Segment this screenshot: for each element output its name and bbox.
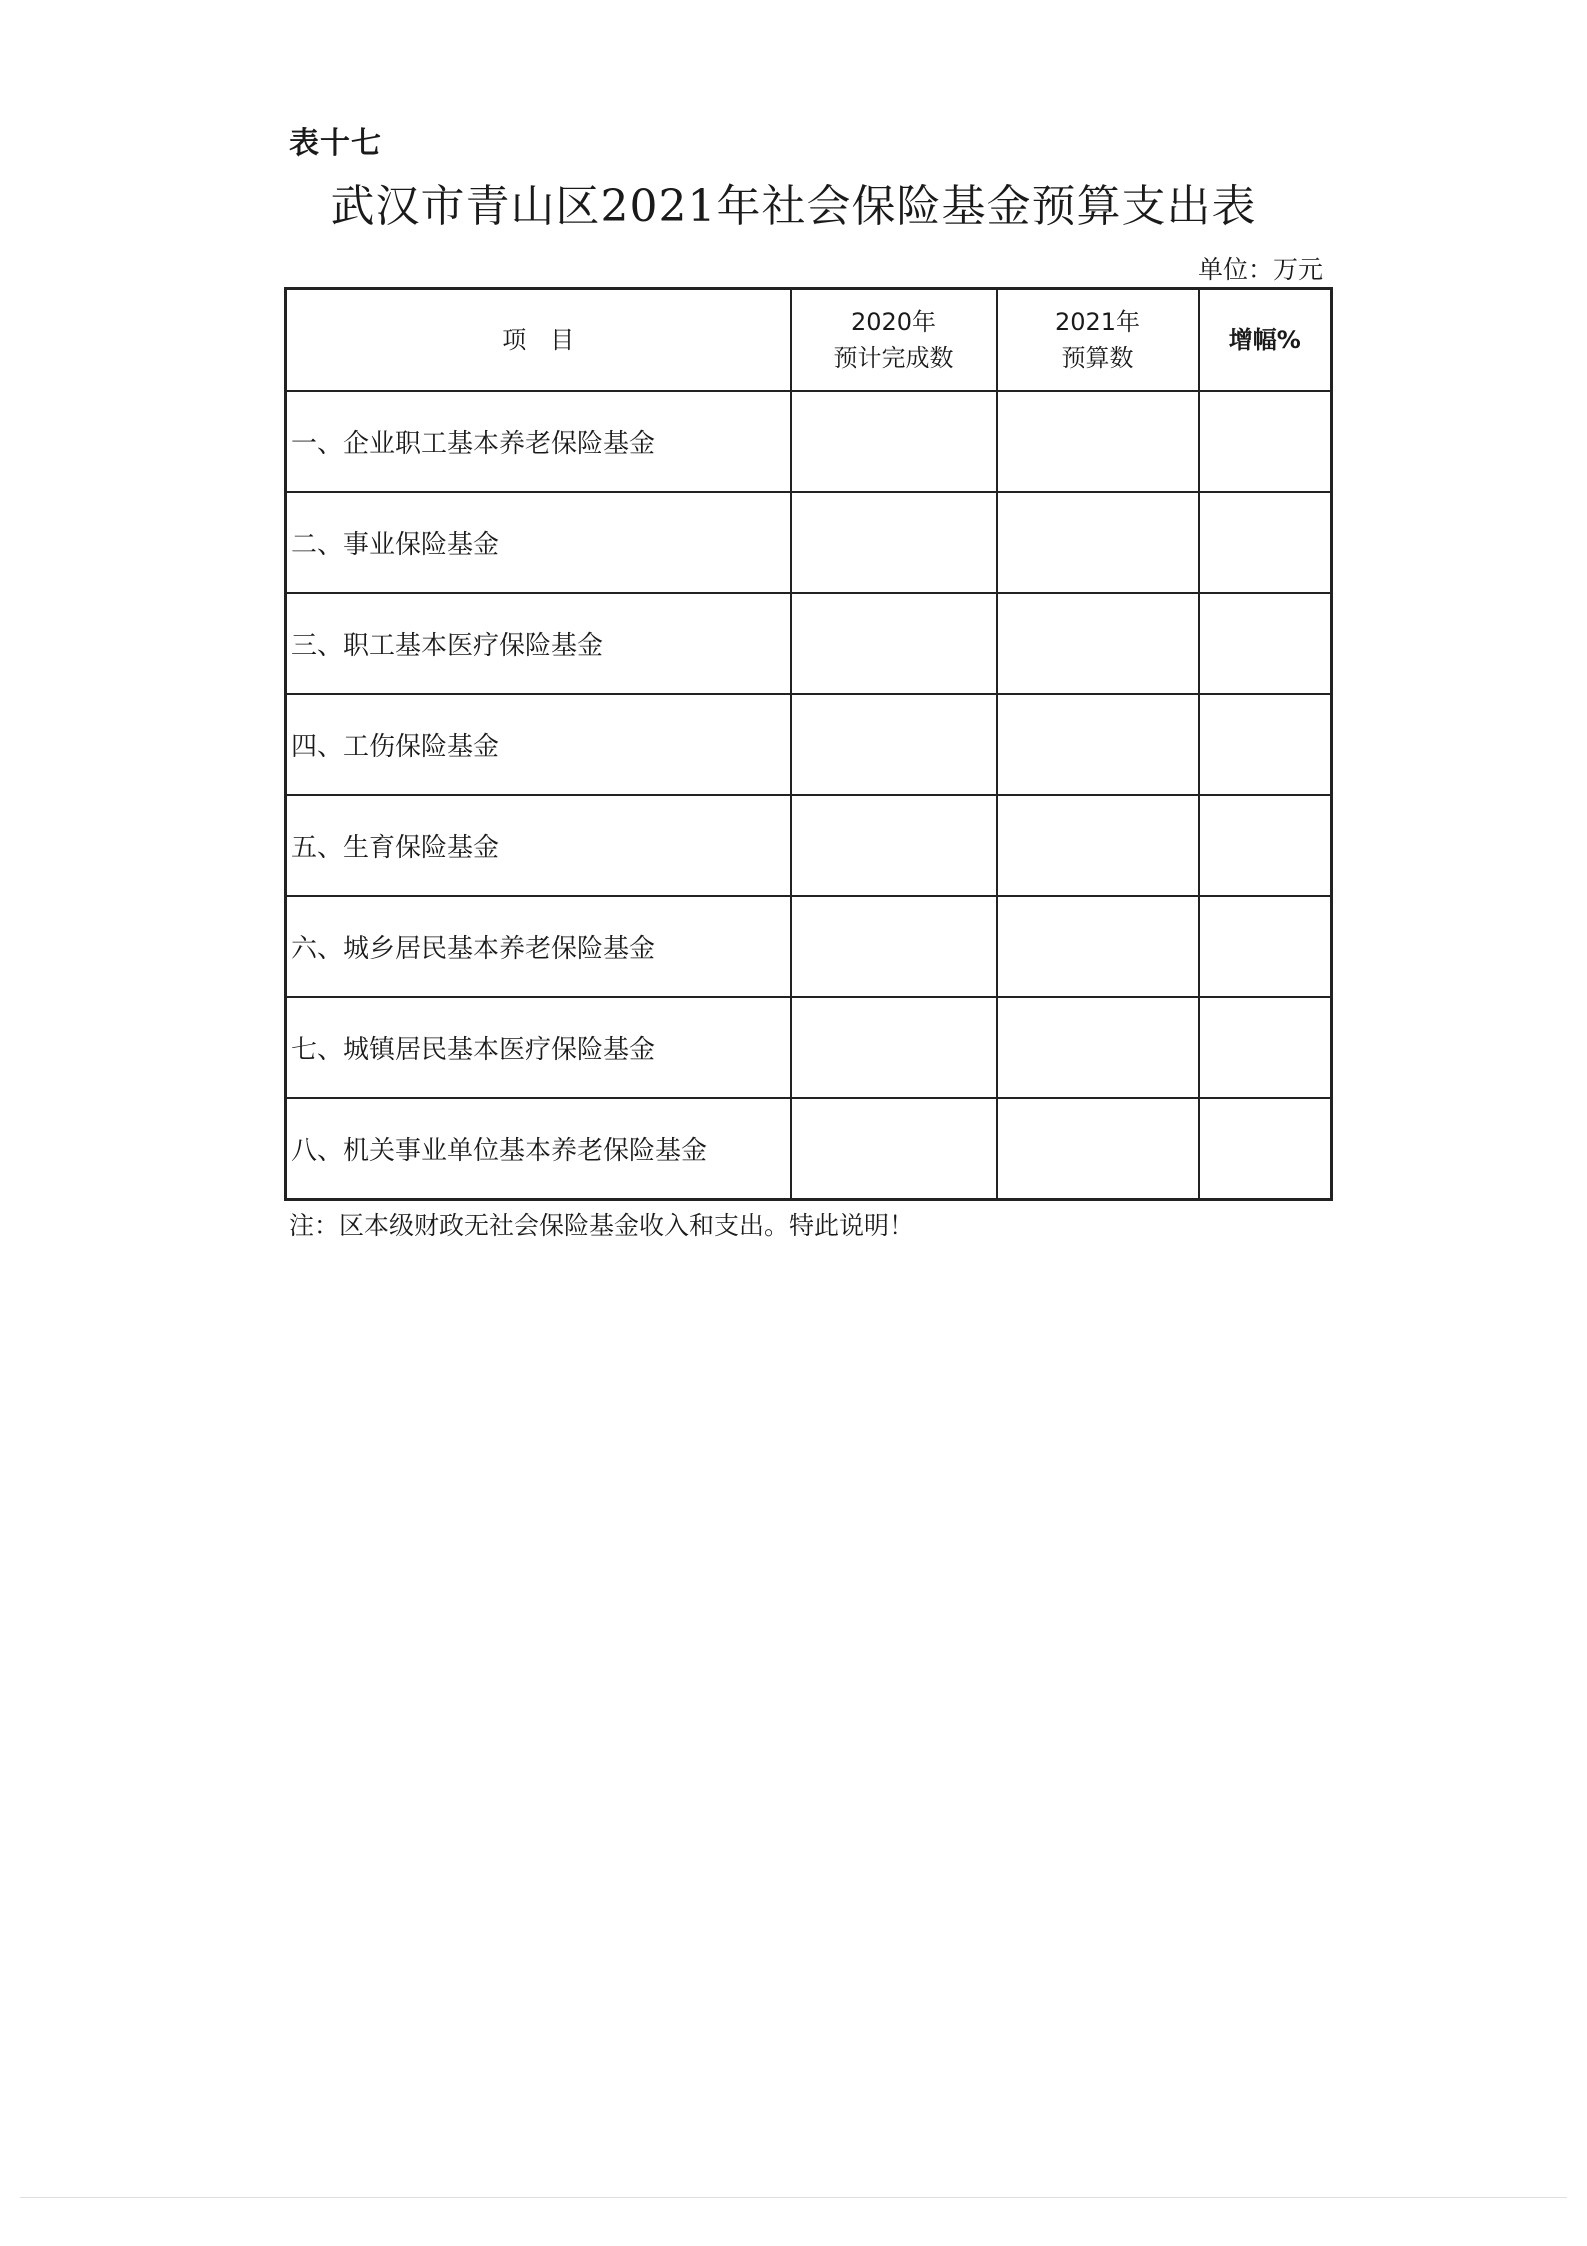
row-item-label: 五、生育保险基金 [286,795,791,896]
row-growth-rate [1199,391,1332,492]
row-item-label: 六、城乡居民基本养老保险基金 [286,896,791,997]
row-2020-value [791,795,997,896]
header-2020-estimate [791,289,997,392]
header-2020-line-1: 2020年 [850,308,937,336]
table-row [286,492,1332,593]
row-item-label: 三、职工基本医疗保险基金 [286,593,791,694]
row-2020-value [791,391,997,492]
header-growth-rate: 增幅% [1199,289,1332,392]
row-item-label: 二、事业保险基金 [286,492,791,593]
row-item-label: 八、机关事业单位基本养老保险基金 [286,1098,791,1200]
row-2020-value [791,593,997,694]
table-row [286,391,1332,492]
row-2021-value [997,391,1199,492]
row-2021-value [997,896,1199,997]
row-2020-value [791,1098,997,1200]
row-growth-rate [1199,795,1332,896]
table-row [286,795,1332,896]
footnote: 注：区本级财政无社会保险基金收入和支出。特此说明！ [289,1211,915,1240]
unit-label: 单位：万元 [1197,255,1323,284]
row-growth-rate [1199,492,1332,593]
row-2020-value [791,997,997,1098]
table-header-row [286,289,1332,392]
header-2020-line-2: 预计完成数 [833,344,954,372]
row-2021-value [997,694,1199,795]
table-row [286,896,1332,997]
header-2021-budget [997,289,1199,392]
row-growth-rate [1199,896,1332,997]
row-2021-value [997,997,1199,1098]
row-growth-rate [1199,1098,1332,1200]
scan-edge-line [20,2197,1567,2198]
row-2021-value [997,1098,1199,1200]
row-item-label: 七、城镇居民基本医疗保险基金 [286,997,791,1098]
table-row [286,1098,1332,1200]
row-2021-value [997,492,1199,593]
row-growth-rate [1199,997,1332,1098]
row-growth-rate [1199,593,1332,694]
row-2021-value [997,593,1199,694]
budget-expenditure-table [284,287,1333,1201]
row-2020-value [791,492,997,593]
row-item-label: 四、工伤保险基金 [286,694,791,795]
row-2020-value [791,694,997,795]
row-2021-value [997,795,1199,896]
table-number-label: 表十七 [289,126,382,161]
table-row [286,593,1332,694]
row-item-label: 一、企业职工基本养老保险基金 [286,391,791,492]
row-2020-value [791,896,997,997]
table-row [286,694,1332,795]
table-row [286,997,1332,1098]
header-2021-line-1: 2021年 [1054,308,1141,336]
document-title: 武汉市青山区2021年社会保险基金预算支出表 [330,181,1257,232]
header-item: 项 目 [286,289,791,392]
row-growth-rate [1199,694,1332,795]
header-2021-line-2: 预算数 [1061,344,1134,372]
